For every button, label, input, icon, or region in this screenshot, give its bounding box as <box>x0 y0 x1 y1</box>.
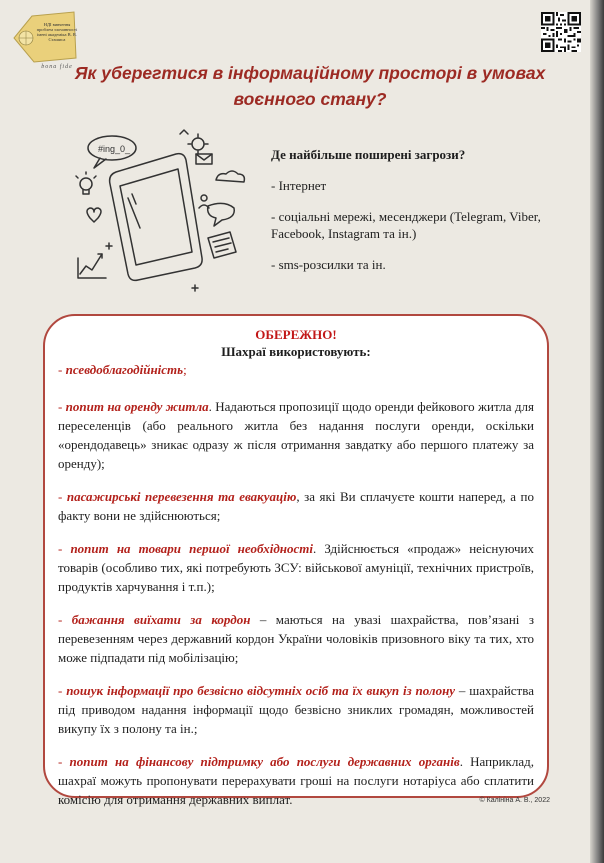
threat-item: - Інтернет <box>271 178 327 193</box>
fraud-text: ; <box>183 362 187 377</box>
fraud-text: – шахрайства під приводом надання інформації щодо безвісно зниклих громадян, можливостей викупу їх з полону та ін.; <box>58 683 534 736</box>
fraud-term: пасажирські перевезення та евакуацію <box>66 489 297 504</box>
institute-logo <box>10 8 80 68</box>
fraud-item: - попит на товари першої необхідності. Здійснюється «продаж» неіснуючих товарів (особливо тих, які потребують ЗСУ: військової амуніції, технічних пристроїв, продуктів харчування і т.п.); <box>58 541 534 594</box>
fraud-term: псевдоблагодійність <box>65 362 184 377</box>
warning-subheading: Шахраї використовують: <box>221 344 371 359</box>
fraud-item: - пасажирські перевезення та евакуацію, за які Ви сплачуєте кошти наперед, а по факту вони не здійснюються; <box>58 489 534 523</box>
fraud-term: попит на товари першої необхідності <box>70 541 313 556</box>
fraud-text: , за які Ви сплачуєте кошти наперед, а по факту вони не здійснюються; <box>58 489 534 523</box>
fraud-text: – маються на увазі шахрайства, пов’язані з перевезенням через державний кордон України чоловіків призовного віку та тих, хто може підпадати під мобілізацію; <box>58 612 534 665</box>
smartphone-doodle-icon <box>72 128 252 298</box>
fraud-term: попит на фінансову підтримку або послуги державних органів <box>69 754 460 769</box>
fraud-item: - псевдоблагодійність; <box>58 362 187 377</box>
bubble-label: #ing_0_ <box>98 144 131 154</box>
threats-title: Де найбільше поширені загрози? <box>271 147 466 162</box>
fraud-item: - бажання виїхати за кордон – маються на увазі шахрайства, пов’язані з перевезенням через державний кордон України чоловіків призовного віку та тих, хто може підпадати під мобілізацію; <box>58 612 534 665</box>
fraud-item: - попит на оренду житла. Надаються пропозиції щодо оренди фейкового житла для переселенців (або реального житла без надання послуги оренди, оскільки «орендодавець» зникає одразу ж після отримання завдатку або першого платежу за оренду); <box>58 399 534 471</box>
fraud-term: попит на оренду житла <box>65 399 209 414</box>
threat-item: - соціальні мережі, месенджери (Telegram, Viber, Facebook, Instagram та ін.) <box>271 209 541 241</box>
copyright: © Калініна А. В., 2022 <box>479 797 550 804</box>
fraud-term: бажання виїхати за кордон <box>71 612 251 627</box>
threats-section <box>271 146 571 287</box>
fraud-item: - пошук інформації про безвісно відсутніх осіб та їх викуп із полону – шахрайства під приводом надання інформації щодо безвісно зниклих громадян, можливостей викупу їх з полону та ін.; <box>58 683 534 736</box>
qr-code-icon[interactable] <box>541 12 581 52</box>
fraud-text: . Здійснюється «продаж» неіснуючих товарів (особливо тих, які потребують ЗСУ: військової амуніції, технічних пристроїв, продуктів харчування і т.п.); <box>58 541 534 594</box>
page-title: Як уберегтися в інформаційному просторі в умовах воєнного стану? <box>74 63 546 109</box>
threat-item: - sms-розсилки та ін. <box>271 257 386 272</box>
fraud-text: . Надаються пропозиції щодо оренди фейкового житла для переселенців (або реального житла без надання послуги оренди, оскільки «орендодавець» зникає одразу ж після отримання завдатку або першого платежу за оренду); <box>58 399 534 471</box>
fraud-item: - попит на фінансову підтримку або послуги державних органів. Наприклад, шахраї можуть пропонувати перерахувати гроші на послуги нотаріуса або сплатити комісію для отримання державних виплат. <box>58 754 534 807</box>
warning-heading: ОБЕРЕЖНО! <box>255 327 337 342</box>
logo-motto: bona fide <box>41 64 73 70</box>
page-edge-shadow <box>590 0 604 863</box>
fraud-term: пошук інформації про безвісно відсутніх осіб та їх викуп із полону <box>66 683 456 698</box>
fraud-text: . Наприклад, шахраї можуть пропонувати перерахувати гроші на послуги нотаріуса або сплатити комісію для отримання державних виплат. <box>58 754 534 807</box>
logo-text: НДІ вивчення проблем злочинності імені академіка В. В. Сташиса <box>36 22 78 42</box>
